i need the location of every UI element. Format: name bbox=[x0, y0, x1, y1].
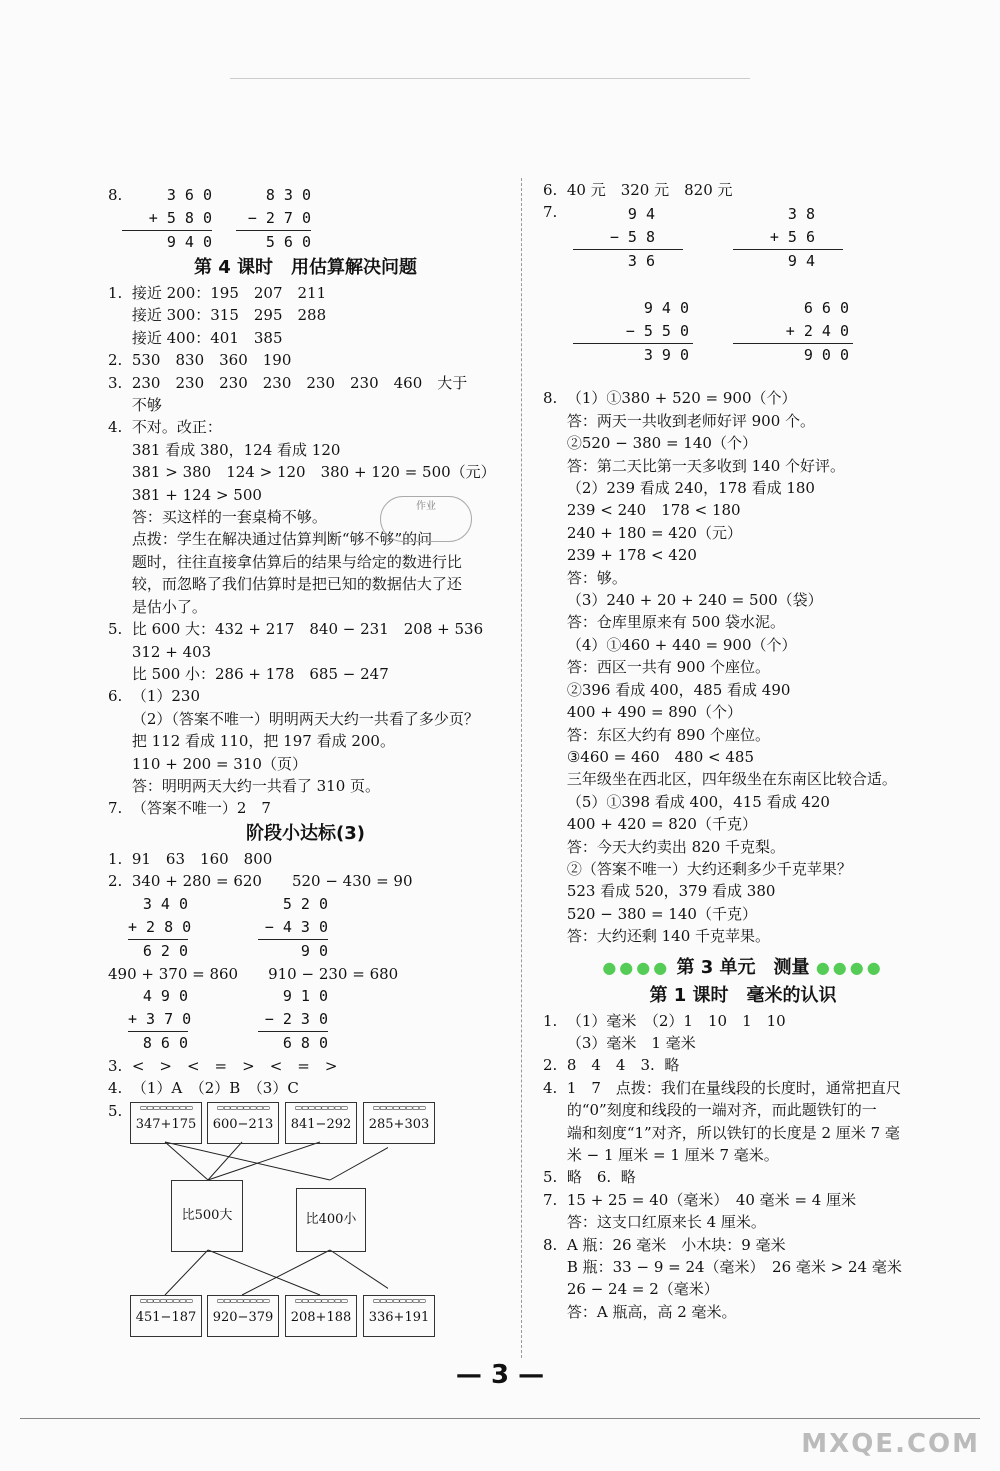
calc-add-2 bbox=[128, 985, 192, 1055]
calc-row: 9 4 0 bbox=[643, 299, 689, 318]
column-divider bbox=[521, 178, 522, 1358]
answer-line: 312 + 403 bbox=[108, 642, 212, 661]
answer-line: 7. 15 + 25 = 40（毫米） 40 毫米 = 4 厘米 bbox=[543, 1190, 857, 1209]
q8-label: 8. bbox=[108, 186, 123, 204]
answer-line: 米 − 1 厘米 = 1 厘米 7 毫米。 bbox=[543, 1146, 779, 1164]
calc-add-1 bbox=[128, 893, 192, 963]
calc-row: 9 4 bbox=[787, 252, 815, 271]
answer-line: 400 + 490 = 890（个） bbox=[543, 703, 742, 722]
answer-line: 7. （答案不唯一）2 7 bbox=[108, 799, 271, 818]
calc-row: − 4 3 0 bbox=[258, 916, 328, 940]
q5-label: 5. bbox=[108, 1101, 123, 1120]
page-number: — 3 — bbox=[455, 1360, 545, 1390]
q5-matching-diagram bbox=[108, 1100, 503, 1380]
calc-row: 9 1 0 bbox=[282, 986, 328, 1005]
q7-vertical-calcs bbox=[543, 201, 943, 387]
answer-line: （3）240 + 20 + 240 = 500（袋） bbox=[543, 591, 823, 610]
decor-dots-right: ●●●● bbox=[815, 957, 884, 977]
answer-line: 答：第二天比第一天多收到 140 个好评。 bbox=[543, 456, 846, 475]
calc-sub-1 bbox=[258, 893, 328, 963]
card-expression: 208+188 bbox=[290, 1309, 352, 1325]
answer-line: 答：买这样的一套桌椅不够。 bbox=[108, 508, 327, 527]
answer-line: 题时，往往直接拿估算后的结果与给定的数进行比 bbox=[108, 552, 462, 571]
card-expression: 285+303 bbox=[368, 1116, 430, 1132]
unit3-title: 第 3 单元 测量 bbox=[676, 956, 810, 978]
calc-group-2 bbox=[108, 985, 503, 1055]
q6-answer: 6. 40 元 320 元 820 元 bbox=[543, 181, 733, 199]
answer-line: 4. 不对。改正： bbox=[108, 418, 222, 437]
answer-line: 4. 1 7 点拨：我们在量线段的长度时，通常把直尺 bbox=[543, 1078, 901, 1097]
card-expression: 336+191 bbox=[368, 1309, 430, 1325]
lesson1-title: 第 1 课时 毫米的认识 bbox=[649, 984, 837, 1006]
calc-row: 9 0 0 bbox=[803, 346, 849, 365]
expression-card bbox=[207, 1102, 279, 1144]
calc-row: − 5 5 0 bbox=[573, 320, 693, 344]
answer-line: 答：东区大约有 890 个座位。 bbox=[543, 725, 771, 744]
calc-row: 3 6 bbox=[627, 252, 655, 271]
expression-card bbox=[207, 1295, 279, 1337]
answer-line: 381 > 380 124 > 120 380 + 120 = 500（元） bbox=[108, 463, 496, 482]
answer-line: ②396 看成 400，485 看成 490 bbox=[543, 680, 791, 699]
answer-line: 的“0”刻度和线段的一端对齐，而此题铁钉的一 bbox=[543, 1101, 877, 1120]
expression-card bbox=[285, 1295, 357, 1337]
answer-line: 1. （1）毫米 （2）1 10 1 10 bbox=[543, 1011, 786, 1030]
calc-row: + 3 7 0 bbox=[128, 1008, 188, 1032]
calc-row: 5 2 0 bbox=[282, 894, 328, 913]
answer-line: B 瓶：33 − 9 = 24（毫米） 26 毫米 > 24 毫米 bbox=[543, 1258, 902, 1277]
q7-calc-3 bbox=[573, 297, 693, 367]
house-less-400 bbox=[296, 1188, 366, 1252]
expression-card bbox=[130, 1102, 202, 1144]
answer-line: 240 + 180 = 420（元） bbox=[543, 523, 742, 542]
answer-line: 2. 340 + 280 = 620 520 − 430 = 90 bbox=[108, 872, 413, 891]
q8-calc-a bbox=[122, 184, 212, 254]
answer-line: 是估小了。 bbox=[108, 597, 207, 616]
card-expression: 600−213 bbox=[212, 1116, 274, 1132]
card-header-pattern: ▭▭▭▭▭▭▭▭ bbox=[139, 1295, 193, 1305]
answer-line: 不够 bbox=[108, 396, 162, 415]
answer-line: 5. 略 6. 略 bbox=[543, 1168, 636, 1187]
calc-row: 4 9 0 bbox=[142, 986, 188, 1005]
calc-row: 3 4 0 bbox=[142, 894, 188, 913]
card-header-pattern: ▭▭▭▭▭▭▭▭ bbox=[139, 1102, 193, 1112]
answer-line: 2. 530 830 360 190 bbox=[108, 351, 292, 370]
card-expression: 920−379 bbox=[212, 1309, 274, 1325]
unit3-heading bbox=[543, 954, 943, 982]
house-greater-500 bbox=[171, 1180, 243, 1252]
answer-line: 239 < 240 178 < 180 bbox=[543, 501, 741, 520]
card-header-pattern: ▭▭▭▭▭▭▭▭ bbox=[216, 1295, 270, 1305]
expression-card bbox=[130, 1295, 202, 1337]
answer-line: 523 看成 520，379 看成 380 bbox=[543, 882, 776, 901]
q7-calc-1 bbox=[573, 203, 683, 273]
answer-line: 3. < > < = > < = > bbox=[108, 1056, 338, 1075]
answer-line: 1. 91 63 160 800 bbox=[108, 849, 273, 868]
calc-row: − 5 8 bbox=[573, 226, 683, 250]
answer-line: 5. 比 600 大：432 + 217 840 − 231 208 + 536 bbox=[108, 620, 484, 639]
left-answers-a bbox=[108, 282, 503, 820]
answer-line: 三年级坐在西北区，四年级坐在东南区比较合适。 bbox=[543, 770, 897, 789]
answer-line: ③460 = 460 480 < 485 bbox=[543, 747, 755, 766]
calc-sub-2 bbox=[258, 985, 328, 1055]
q7-label: 7. bbox=[543, 203, 558, 222]
calc-row: + 2 4 0 bbox=[733, 320, 853, 344]
card-header-pattern: ▭▭▭▭▭▭▭▭ bbox=[216, 1102, 270, 1112]
answer-line: 520 − 380 = 140（千克） bbox=[543, 904, 757, 923]
calc-row: 9 0 bbox=[300, 941, 328, 960]
calc-row: + 5 8 0 bbox=[122, 207, 212, 231]
card-expression: 451−187 bbox=[135, 1309, 197, 1325]
answer-line: 答：明明两天大约一共看了 310 页。 bbox=[108, 776, 381, 795]
calc-row: 6 6 0 bbox=[803, 299, 849, 318]
calc-row: 8 6 0 bbox=[142, 1033, 188, 1052]
answer-line: 6. （1）230 bbox=[108, 687, 201, 706]
answer-line: 答：A 瓶高，高 2 毫米。 bbox=[543, 1302, 737, 1321]
calc-row: + 5 6 bbox=[733, 226, 843, 250]
card-header-pattern: ▭▭▭▭▭▭▭▭ bbox=[372, 1102, 426, 1112]
calc-row: + 2 8 0 bbox=[128, 916, 188, 940]
answer-line: 点拨：学生在解决通过估算判断“够不够”的问 bbox=[108, 530, 433, 549]
answer-line: 1. 接近 200：195 207 211 bbox=[108, 284, 327, 302]
answer-line: 2. 8 4 4 3. 略 bbox=[543, 1056, 680, 1075]
answer-line: 4. （1）A （2）B （3）C bbox=[108, 1079, 299, 1098]
calc-row: 5 6 0 bbox=[265, 233, 311, 251]
decor-dots-left: ●●●● bbox=[602, 957, 671, 977]
card-header-pattern: ▭▭▭▭▭▭▭▭ bbox=[294, 1295, 348, 1305]
watermark: MXQE.COM bbox=[801, 1429, 980, 1459]
answer-line: 答：今天大约卖出 820 千克梨。 bbox=[543, 837, 786, 856]
calc-group-1 bbox=[108, 893, 503, 963]
answer-line: （5）①398 看成 400，415 看成 420 bbox=[543, 792, 830, 811]
calc-row: 3 8 bbox=[787, 205, 815, 224]
calc-row: 6 8 0 bbox=[282, 1033, 328, 1052]
answer-line: （2）（答案不唯一）明明两天大约一共看了多少页？ bbox=[108, 709, 479, 728]
answer-line: 110 + 200 = 310（页） bbox=[108, 754, 307, 773]
answer-line: 答：这支口红原来长 4 厘米。 bbox=[543, 1213, 766, 1232]
answer-line: 比 500 小：286 + 178 685 − 247 bbox=[108, 664, 389, 683]
answer-line: 答：大约还剩 140 千克苹果。 bbox=[543, 927, 771, 946]
expression-card bbox=[285, 1102, 357, 1144]
answer-line: 端和刻度“1”对齐，所以铁钉的长度是 2 厘米 7 毫 bbox=[543, 1123, 900, 1142]
answer-line: 答：西区一共有 900 个座位。 bbox=[543, 658, 771, 677]
stage-title: 阶段小达标(3) bbox=[246, 822, 365, 844]
left-column bbox=[108, 184, 503, 1380]
answer-line: 较，而忽略了我们估算时是把已知的数据估大了还 bbox=[108, 575, 462, 594]
lesson4-title: 第 4 课时 用估算解决问题 bbox=[193, 257, 418, 278]
calc-row: 9 4 bbox=[627, 205, 655, 224]
q8-vertical-calcs bbox=[108, 184, 503, 254]
right-column bbox=[543, 179, 943, 1323]
answer-line: 490 + 370 = 860 910 − 230 = 680 bbox=[108, 964, 399, 983]
house-label: 比500大 bbox=[181, 1207, 233, 1223]
answer-line: ②520 − 380 = 140（个） bbox=[543, 434, 757, 453]
left-answers-c bbox=[108, 1055, 503, 1100]
q8-calc-b bbox=[236, 184, 311, 254]
bottom-rule bbox=[20, 1418, 980, 1419]
answer-line: 答：仓库里原来有 500 袋水泥。 bbox=[543, 613, 786, 632]
expression-card bbox=[363, 1102, 435, 1144]
card-header-pattern: ▭▭▭▭▭▭▭▭ bbox=[372, 1295, 426, 1305]
answer-line: 把 112 看成 110，把 197 看成 200。 bbox=[108, 732, 395, 751]
answer-line: ②（答案不唯一）大约还剩多少千克苹果？ bbox=[543, 859, 852, 878]
top-rule bbox=[230, 78, 750, 79]
expression-card bbox=[363, 1295, 435, 1337]
card-header-pattern: ▭▭▭▭▭▭▭▭ bbox=[294, 1102, 348, 1112]
calc-row: − 2 7 0 bbox=[236, 207, 311, 231]
answer-line: 接近 300：315 295 288 bbox=[108, 306, 327, 325]
answer-line: （2）239 看成 240，178 看成 180 bbox=[543, 479, 815, 498]
answer-line: 400 + 420 = 820（千克） bbox=[543, 815, 757, 834]
answer-line: 答：够。 bbox=[543, 568, 627, 587]
answer-line: 接近 400：401 385 bbox=[108, 328, 283, 347]
calc-row: 8 3 0 bbox=[265, 186, 311, 204]
answer-line: 8. A 瓶：26 毫米 小木块：9 毫米 bbox=[543, 1235, 786, 1254]
calc-row: 3 9 0 bbox=[643, 346, 689, 365]
calc-row: 6 2 0 bbox=[142, 941, 188, 960]
answer-line: 381 看成 380，124 看成 120 bbox=[108, 440, 341, 459]
answer-line: 239 + 178 < 420 bbox=[543, 546, 697, 565]
answer-line: 答：两天一共收到老师好评 900 个。 bbox=[543, 411, 816, 430]
calc-row: 9 4 0 bbox=[166, 233, 212, 251]
q7-calc-2 bbox=[733, 203, 843, 273]
answer-line: 381 + 124 > 500 bbox=[108, 485, 262, 504]
right-answers-a bbox=[543, 387, 943, 947]
q7-calc-4 bbox=[733, 297, 853, 367]
answer-line: （4）①460 + 440 = 900（个） bbox=[543, 635, 797, 654]
answer-line: 8. （1）①380 + 520 = 900（个） bbox=[543, 389, 797, 408]
house-label: 比400小 bbox=[305, 1211, 357, 1227]
calc-row: − 2 3 0 bbox=[258, 1008, 328, 1032]
card-expression: 347+175 bbox=[135, 1116, 197, 1132]
stamp-text: 作业 bbox=[416, 501, 436, 512]
card-expression: 841−292 bbox=[290, 1116, 352, 1132]
homework-stamp bbox=[380, 496, 472, 542]
left-answers-b bbox=[108, 848, 503, 893]
right-answers-b bbox=[543, 1010, 943, 1324]
answer-line: 26 − 24 = 2（毫米） bbox=[543, 1280, 719, 1299]
answer-line: （3）毫米 1 毫米 bbox=[543, 1033, 696, 1052]
answer-line: 3. 230 230 230 230 230 230 460 大于 bbox=[108, 373, 468, 392]
calc-row: 3 6 0 bbox=[166, 186, 212, 204]
